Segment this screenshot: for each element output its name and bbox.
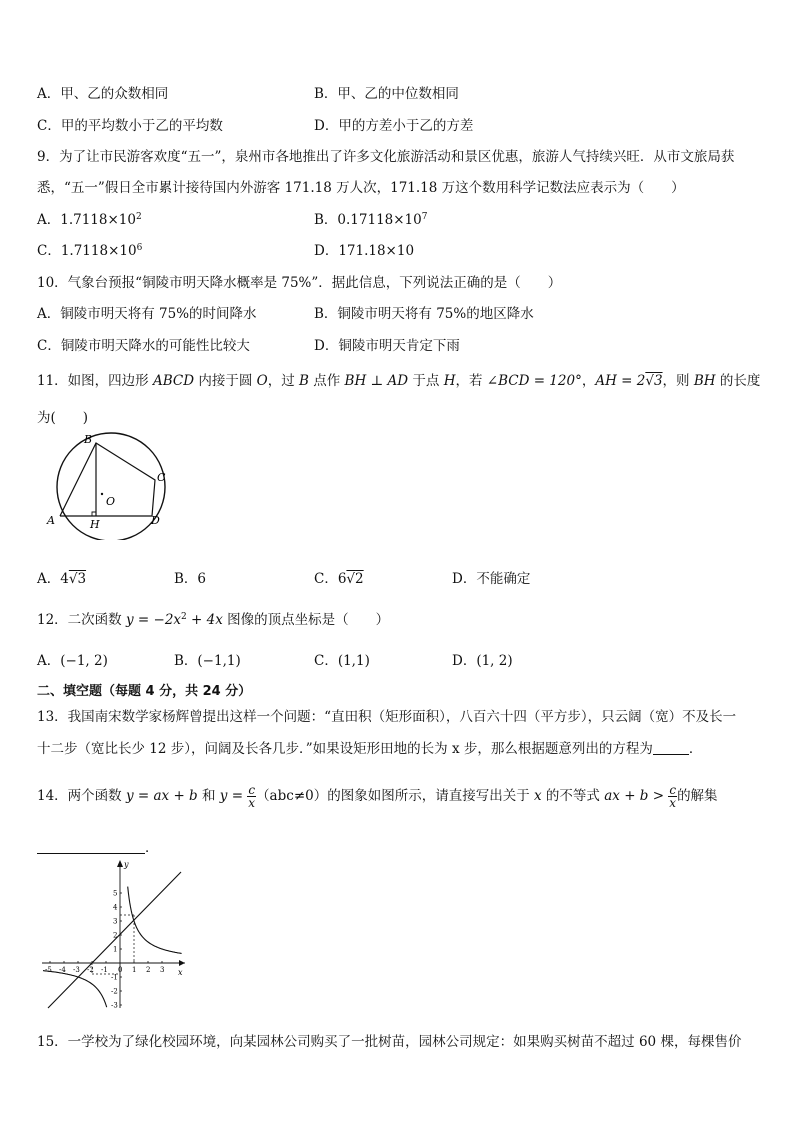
q14-function-graph	[38, 858, 188, 1010]
q12-option-a: A．(−1, 2)	[37, 653, 108, 669]
label-d: D	[151, 514, 160, 527]
q15-stem-line1: 15．一学校为了绿化校园环境，向某园林公司购买了一批树苗，园林公司规定：如果购买树苗不超过 60 棵，每棵售价	[37, 1034, 742, 1050]
label-o: O	[106, 495, 116, 508]
x-tick-label: 1	[132, 966, 137, 974]
q9-option-a: A．$1.7118\times 10^2$	[37, 212, 142, 228]
y-tick-label: 2	[113, 931, 118, 940]
q11-stem-line2: 为( )	[37, 410, 89, 426]
y-tick-label: 5	[113, 889, 118, 898]
q9-option-c: C．$1.7118\times 10^6$	[37, 243, 143, 259]
q12-stem: 12．二次函数 $y = -2x^2 + 4x$ 图像的顶点坐标是（ ）	[37, 612, 390, 628]
q12-option-d: D．(1, 2)	[452, 653, 513, 669]
q11-option-d: D．不能确定	[452, 571, 531, 587]
q14-answer-blank[interactable]	[37, 841, 145, 854]
y-axis-arrow	[117, 860, 123, 867]
y-tick-label: -3	[111, 1001, 118, 1010]
y-axis-label: y	[124, 860, 129, 869]
q13-stem-line2: 十二步（宽比长少 12 步），问阔及长各几步．”如果设矩形田地的长为 x 步，那么根据题意列出的方程为 ．	[37, 741, 703, 757]
x-tick-label: 2	[146, 966, 151, 974]
q11-option-c: C．6√2	[314, 571, 364, 587]
q10-option-b: B．铜陵市明天将有 75%的地区降水	[314, 306, 534, 322]
q9-stem-line2: 悉，“五一”假日全市累计接待国内外游客 171.18 万人次，171.18 万这个数用科学记数法应表示为（ ）	[37, 180, 685, 196]
q13-stem-line1: 13．我国南宋数学家杨辉曾提出这样一个问题：“直田积（矩形面积），八百六十四（平方步），只云阔（宽）不及长一	[37, 709, 737, 725]
center-dot	[101, 493, 103, 495]
x-axis-label: x	[178, 968, 183, 977]
q11-circle-figure	[40, 430, 170, 540]
q14-stem: 14．两个函数 y = ax + b 和 y = $\frac{c}{x}$ （abc≠0）的图象如图所示，请直接写出关于 x 的不等式 ax + b > $\frac{c}{x}$ 的解集	[37, 783, 718, 810]
label-h: H	[90, 518, 100, 531]
q13-answer-blank[interactable]	[653, 742, 689, 755]
q8-option-d: D．甲的方差小于乙的方差	[314, 118, 474, 134]
q9-option-b: B．$0.17118\times 10^7$	[314, 212, 428, 228]
q9-stem-line1: 9．为了让市民游客欢度“五一”，泉州市各地推出了许多文化旅游活动和景区优惠，旅游人气持续兴旺．从市文旅局获	[37, 149, 735, 165]
x-tick-label: -1	[101, 966, 108, 974]
circle-o	[57, 433, 165, 540]
label-b: B	[84, 433, 93, 446]
q9-option-d: D．171.18×10	[314, 243, 415, 259]
label-c: C	[157, 471, 166, 484]
x-tick-label: 3	[160, 966, 165, 974]
x-tick-label: -2	[87, 966, 94, 974]
y-tick-label: 1	[113, 945, 118, 954]
q10-option-c: C．铜陵市明天降水的可能性比较大	[37, 338, 250, 354]
section-title-fill-blank: 二、填空题（每题 4 分，共 24 分）	[37, 684, 252, 699]
hyperbola-branch-left	[43, 971, 107, 1008]
q12-option-c: C．(1,1)	[314, 653, 370, 669]
y-tick-label: 3	[113, 917, 118, 926]
x-tick-label: -3	[73, 966, 80, 974]
label-a: A	[47, 514, 55, 527]
q8-option-a: A．甲、乙的众数相同	[37, 86, 169, 102]
q11-option-a: A．4√3	[37, 571, 87, 587]
q8-option-c: C．甲的平均数小于乙的平均数	[37, 118, 223, 134]
y-tick-label: -2	[111, 987, 118, 996]
q8-option-b: B．甲、乙的中位数相同	[314, 86, 459, 102]
q11-stem: 11．如图，四边形 ABCD 内接于圆 O，过 B 点作 BH ⊥ AD 于点 H，若 ∠BCD = 120°，AH = 2√3，则 BH 的长度	[37, 373, 761, 389]
x-axis-arrow	[179, 960, 185, 966]
x-tick-label: -5	[45, 966, 52, 974]
hyperbola-branch-right	[128, 887, 182, 954]
q10-option-a: A．铜陵市明天将有 75%的时间降水	[37, 306, 257, 322]
x-tick-label: 0	[118, 966, 123, 974]
y-tick-label: -1	[111, 973, 118, 982]
x-tick-label: -4	[59, 966, 66, 974]
q10-option-d: D．铜陵市明天肯定下雨	[314, 338, 460, 354]
q11-option-b: B．6	[174, 571, 207, 587]
y-tick-label: 4	[113, 903, 118, 912]
q10-stem: 10．气象台预报“铜陵市明天降水概率是 75%”．据此信息，下列说法正确的是（ ）	[37, 275, 562, 291]
q12-option-b: B．(−1,1)	[174, 653, 241, 669]
q14-answer-line: ．	[37, 836, 159, 856]
